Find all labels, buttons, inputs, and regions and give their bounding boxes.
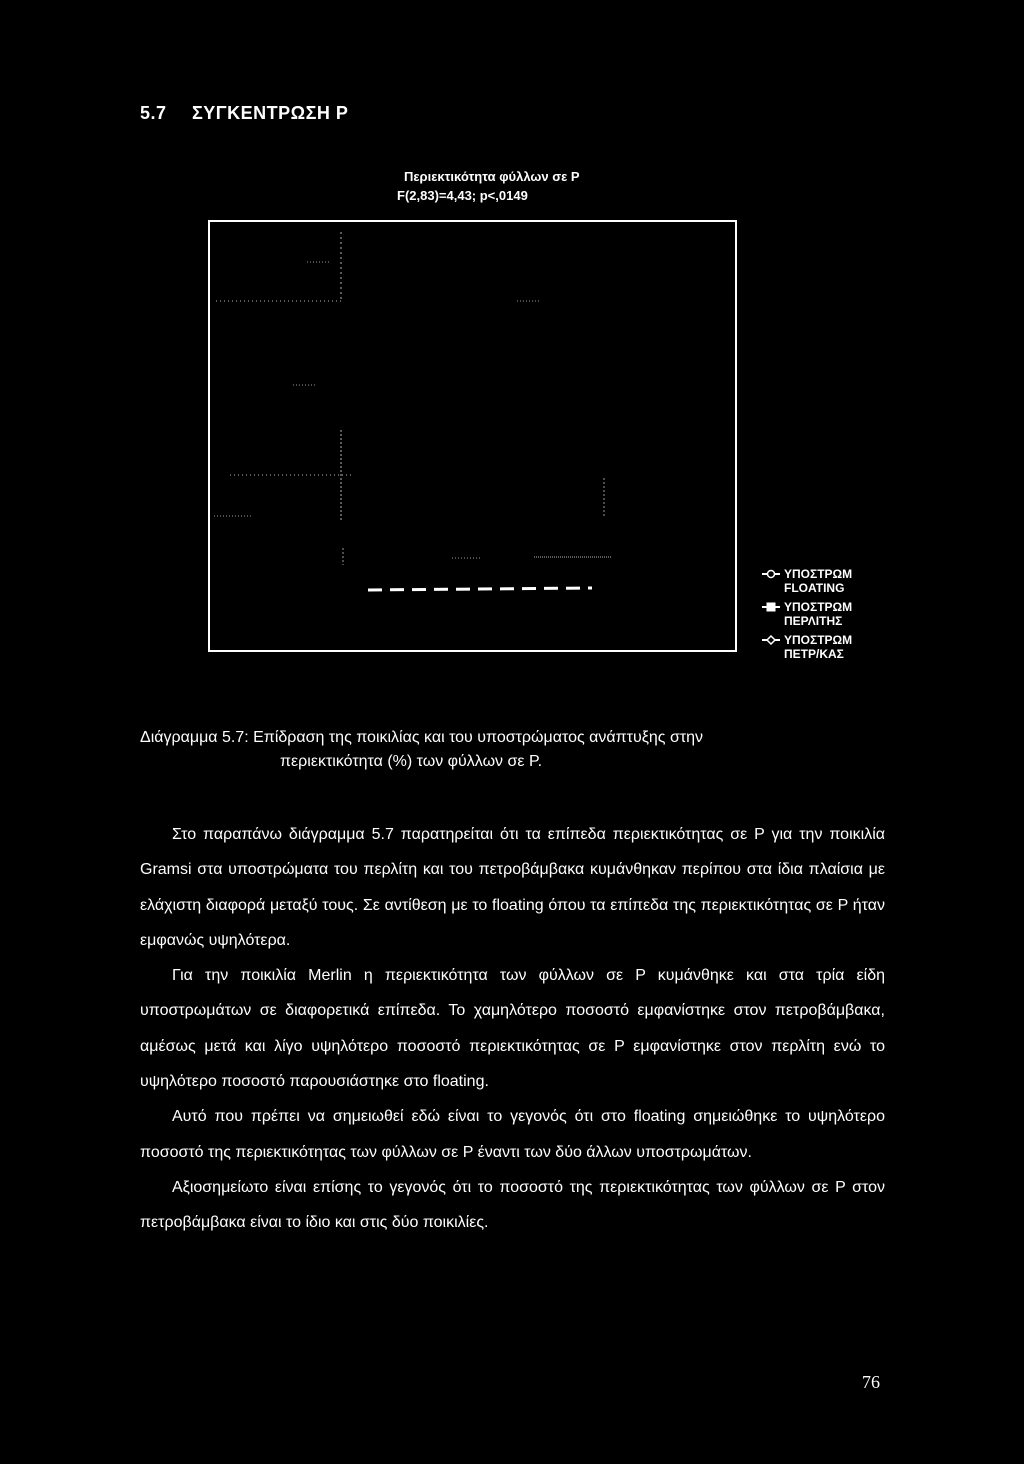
caption-line1: Διάγραμμα 5.7: Επίδραση της ποικιλίας και του υποστρώματος ανάπτυξης στην [140, 729, 704, 746]
caption-line2: περιεκτικότητα (%) των φύλλων σε P. [280, 753, 543, 770]
legend-label-2a: ΥΠΟΣΤΡΩΜ [784, 600, 853, 614]
paragraph-2: Για την ποικιλία Merlin η περιεκτικότητα των φύλλων σε P κυμάνθηκε και στα τρία είδη υποστρωμάτων σε διαφορετικά επίπεδα. Το χαμηλότερο ποσοστό εμφανίστηκε στον πετροβάμβακα, αμέσως μετά και λίγο υψηλότερο ποσοστό περιεκτικότητας σε P εμφανίστηκε στον περλίτη ενώ το υψηλότερο ποσοστό παρουσιάστηκε στο floating. [140, 967, 885, 1091]
paragraph-1: Στο παραπάνω διάγραμμα 5.7 παρατηρείται ότι τα επίπεδα περιεκτικότητας σε P για την ποικιλία Gramsi στα υποστρώματα του περλίτη και του πετροβάμβακα κυμάνθηκαν περίπου στα ίδια πλαίσια με ελάχιστη διαφορά μεταξύ τους. Σε αντίθεση με το floating όπου τα επίπεδα της περιεκτικότητας σε P ήταν εμφανώς υψηλότερα. [140, 826, 885, 949]
legend-label-3a: ΥΠΟΣΤΡΩΜ [784, 633, 853, 647]
legend-label-2b: ΠΕΡΛΙΤΗΣ [784, 614, 843, 628]
diamond-marker-icon [762, 635, 780, 645]
paragraph-3: Αυτό που πρέπει να σημειωθεί εδώ είναι το γεγονός ότι στο floating σημειώθηκε το υψηλότερο ποσοστό της περιεκτικότητας των φύλλων σε P έναντι των δύο άλλων υποστρωμάτων. [140, 1108, 885, 1161]
legend-item-rockwool [762, 633, 852, 661]
legend-item-perlite [762, 600, 852, 628]
section-number: 5.7 [140, 103, 167, 123]
chart-legend [762, 567, 852, 666]
square-marker-icon [762, 602, 780, 612]
figure-caption [140, 726, 900, 774]
faint-traces [214, 232, 612, 565]
chart-title-line1: Περιεκτικότητα φύλλων σε P [404, 169, 580, 184]
dashed-baseline [368, 588, 592, 590]
chart-title-line2: F(2,83)=4,43; p<,0149 [397, 188, 528, 203]
circle-marker-icon [762, 569, 780, 579]
page-number: 76 [862, 1372, 880, 1392]
legend-item-floating [762, 567, 852, 595]
legend-label-3b: ΠΕΤΡ/ΚΑΣ [784, 647, 844, 661]
section-title: ΣΥΓΚΕΝΤΡΩΣΗ P [192, 103, 349, 123]
plot-frame [209, 221, 736, 651]
legend-label-1a: ΥΠΟΣΤΡΩΜ [784, 567, 853, 581]
body-text [140, 817, 885, 1241]
paragraph-4: Αξιοσημείωτο είναι επίσης το γεγονός ότι το ποσοστό της περιεκτικότητας των φύλλων σε P στον πετροβάμβακα είναι το ίδιο και στις δύο ποικιλίες. [140, 1178, 885, 1232]
legend-label-1b: FLOATING [784, 581, 845, 595]
